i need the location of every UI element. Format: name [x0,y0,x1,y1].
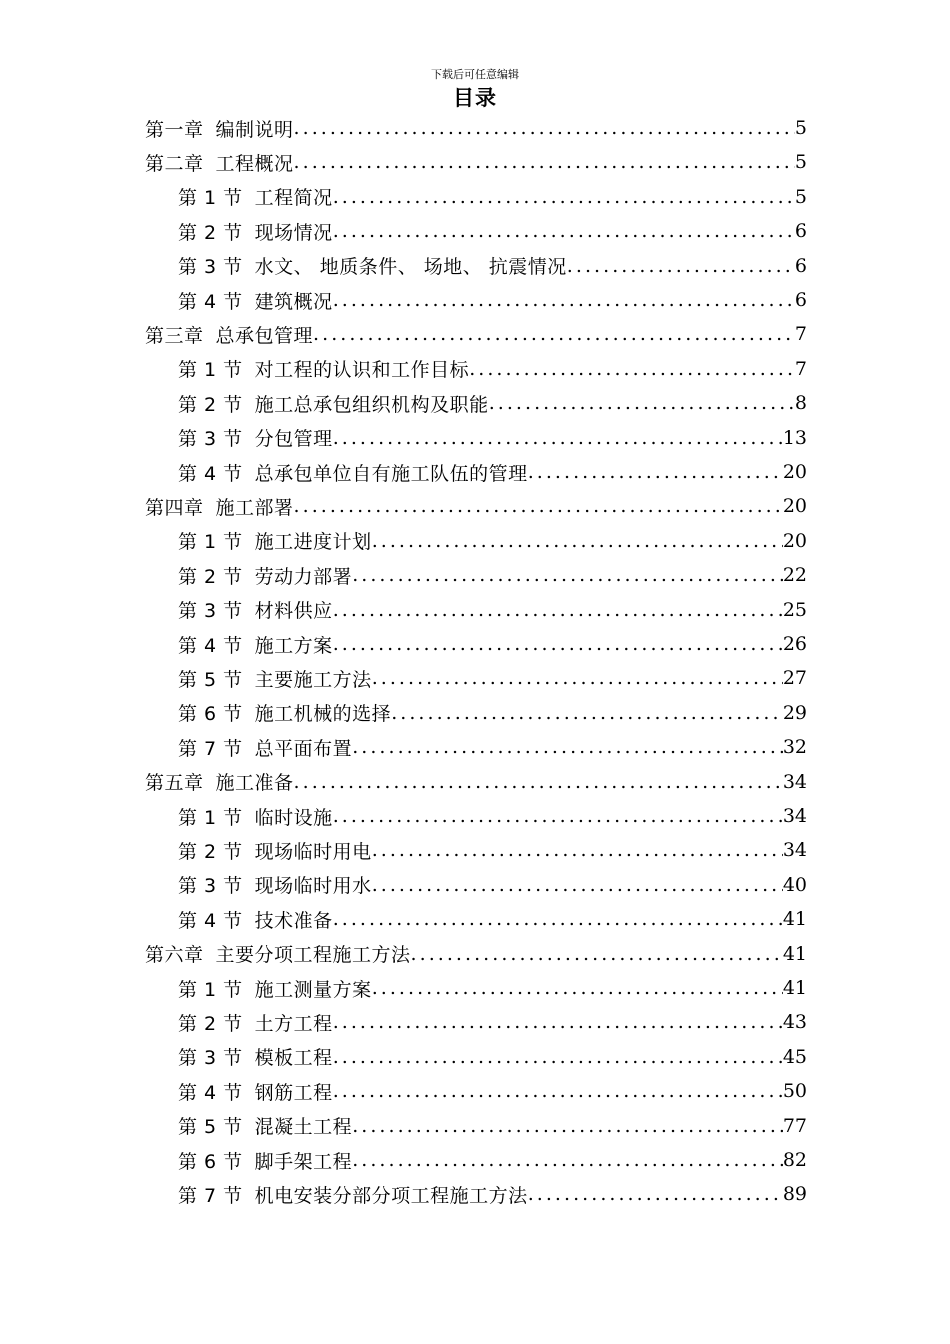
toc-entry-title: 对工程的认识和工作目标 [254,359,470,382]
toc-dot-leader [528,461,783,483]
toc-page-number: 29 [782,701,807,724]
toc-entry-number: 第 1 节 [178,978,243,1001]
toc-page-number: 50 [782,1080,807,1103]
toc-entry-title: 现场临时用电 [254,840,372,863]
toc-dot-leader [294,151,795,173]
toc-section-entry[interactable] [178,180,807,214]
toc-page-number: 7 [794,357,807,380]
toc-section-entry[interactable] [178,1005,807,1039]
toc-entry-label [145,115,294,142]
toc-dot-leader [333,908,783,930]
toc-page-number: 5 [794,151,807,174]
toc-section-entry[interactable] [178,627,807,661]
toc-entry-title: 混凝土工程 [254,1116,353,1139]
toc-entry-number: 第 1 节 [178,531,243,554]
toc-entry-title: 现场临时用水 [254,875,372,898]
toc-page-number: 45 [782,1045,807,1068]
toc-entry-label [178,287,333,314]
toc-section-entry[interactable] [178,696,807,730]
toc-entry-label [178,1043,333,1070]
toc-page-number: 89 [782,1183,807,1206]
toc-entry-label [178,975,372,1002]
toc-entry-number: 第 3 节 [178,256,243,279]
toc-section-entry[interactable] [178,455,807,489]
toc-page-number: 20 [782,529,807,552]
toc-entry-number: 第 3 节 [178,875,243,898]
toc-section-entry[interactable] [178,1143,807,1177]
toc-entry-label [145,768,294,795]
toc-entry-title: 土方工程 [254,1012,333,1035]
toc-section-entry[interactable] [178,386,807,420]
toc-section-entry[interactable] [178,1074,807,1108]
toc-section-entry[interactable] [178,833,807,867]
toc-dot-leader [294,117,795,139]
toc-section-entry[interactable] [178,1109,807,1143]
toc-entry-title: 施工准备 [215,772,294,795]
toc-entry-title: 编制说明 [215,118,294,141]
toc-entry-label [178,871,372,898]
toc-entry-label [178,424,333,451]
toc-entry-label [178,1181,528,1208]
toc-entry-number: 第 5 节 [178,668,243,691]
toc-dot-leader [352,736,783,758]
toc-entry-label [145,321,313,348]
toc-entry-title: 总平面布置 [254,737,353,760]
toc-entry-title: 主要分项工程施工方法 [215,944,411,967]
toc-dot-leader [567,255,795,277]
toc-section-entry[interactable] [178,352,807,386]
toc-dot-leader [372,667,783,689]
toc-entry-number: 第 1 节 [178,806,243,829]
toc-title: 目录 [453,86,497,110]
toc-chapter-entry[interactable] [145,145,807,179]
toc-entry-number: 第六章 [145,944,204,967]
toc-entry-title: 总承包单位自有施工队伍的管理 [254,462,528,485]
toc-entry-title: 施工总承包组织机构及职能 [254,393,489,416]
toc-entry-number: 第 5 节 [178,1116,243,1139]
toc-entry-title: 现场情况 [254,221,333,244]
toc-page-number: 40 [782,873,807,896]
toc-dot-leader [313,323,795,345]
toc-page-number: 8 [794,392,807,415]
toc-entry-number: 第 2 节 [178,1012,243,1035]
toc-dot-leader [391,702,783,724]
toc-entry-number: 第 2 节 [178,840,243,863]
toc-section-entry[interactable] [178,971,807,1005]
toc-entry-label [178,734,352,761]
toc-entry-label [178,596,333,623]
toc-section-entry[interactable] [178,902,807,936]
toc-section-entry[interactable] [178,524,807,558]
toc-section-entry[interactable] [178,1040,807,1074]
toc-page-number: 26 [782,633,807,655]
toc-entry-label [178,355,469,382]
toc-chapter-entry[interactable] [145,765,807,799]
toc-section-entry[interactable] [178,730,807,764]
toc-dot-leader [333,1046,783,1068]
toc-section-entry[interactable] [178,1177,807,1211]
toc-entry-title: 施工方案 [254,634,333,657]
toc-entry-title: 材料供应 [254,600,333,623]
toc-chapter-entry[interactable] [145,317,807,351]
toc-entry-number: 第 7 节 [178,737,243,760]
toc-section-entry[interactable] [178,214,807,248]
toc-entry-title: 机电安装分部分项工程施工方法 [254,1184,528,1207]
toc-entry-title: 水文、 地质条件、 场地、 抗震情况 [254,256,567,279]
toc-page-number: 82 [782,1149,807,1171]
toc-dot-leader [294,771,783,793]
toc-dot-leader [333,1011,783,1033]
toc-entry-title: 工程概况 [215,152,294,175]
toc-page-number: 20 [782,461,807,483]
toc-entry-number: 第一章 [145,118,204,141]
toc-entry-title: 钢筋工程 [254,1081,333,1104]
toc-entry-label [145,493,294,520]
toc-dot-leader [411,943,783,965]
toc-dot-leader [352,1115,783,1137]
toc-page-number: 34 [782,805,807,827]
toc-page-number: 34 [782,770,807,793]
toc-entry-number: 第四章 [145,496,204,519]
toc-entry-label [145,940,411,967]
toc-page-number: 32 [782,736,807,759]
toc-entry-label [178,183,333,210]
toc-entry-label [145,149,294,176]
toc-section-entry[interactable] [178,868,807,902]
toc-entry-title: 工程简况 [254,187,333,210]
toc-page-number: 25 [782,598,807,621]
toc-entry-title: 施工进度计划 [254,531,372,554]
toc-dot-leader [528,1183,783,1205]
toc-dot-leader [352,1149,783,1171]
toc-entry-number: 第 1 节 [178,359,243,382]
toc-section-entry[interactable] [178,283,807,317]
toc-entry-label [178,699,391,726]
toc-entry-title: 主要施工方法 [254,668,372,691]
toc-entry-number: 第 2 节 [178,565,243,588]
toc-entry-number: 第 2 节 [178,393,243,416]
toc-dot-leader [333,186,795,208]
toc-entry-number: 第 3 节 [178,428,243,451]
toc-section-entry[interactable] [178,661,807,695]
toc-dot-leader [352,564,783,586]
toc-entry-number: 第 3 节 [178,600,243,623]
toc-dot-leader [469,358,795,380]
toc-page-number: 77 [782,1114,807,1137]
toc-entry-title: 施工机械的选择 [254,703,392,726]
toc-page-number: 34 [782,839,807,862]
toc-dot-leader [372,874,783,896]
toc-entry-number: 第三章 [145,324,204,347]
toc-page-number: 27 [782,667,807,690]
toc-entry-number: 第 4 节 [178,290,243,313]
toc-dot-leader [489,392,795,414]
toc-page-number: 41 [782,942,807,965]
toc-page-number: 6 [794,289,807,311]
toc-entry-title: 脚手架工程 [254,1150,353,1173]
toc-chapter-entry[interactable] [145,111,807,145]
toc-page-number: 20 [782,495,807,518]
toc-entry-label [178,1147,352,1174]
toc-entry-number: 第 1 节 [178,187,243,210]
toc-dot-leader [372,977,783,999]
toc-entry-title: 总承包管理 [215,324,314,347]
toc-section-entry[interactable] [178,249,807,283]
toc-chapter-entry[interactable] [145,489,807,523]
toc-entry-label [178,252,567,279]
toc-entry-title: 施工部署 [215,496,294,519]
toc-dot-leader [333,1080,783,1102]
toc-dot-leader [333,599,783,621]
toc-entry-title: 临时设施 [254,806,333,829]
toc-dot-leader [333,805,783,827]
toc-page-number: 22 [782,564,807,587]
toc-dot-leader [294,495,783,517]
toc-entry-number: 第五章 [145,772,204,795]
toc-entry-label [178,390,489,417]
toc-entry-label [178,562,352,589]
toc-entry-number: 第 6 节 [178,703,243,726]
toc-entry-number: 第 4 节 [178,1081,243,1104]
toc-entry-number: 第 3 节 [178,1047,243,1070]
toc-entry-label [178,218,333,245]
toc-entry-number: 第 4 节 [178,909,243,932]
toc-section-entry[interactable] [178,593,807,627]
toc-page-number: 6 [794,220,807,243]
toc-dot-leader [333,633,783,655]
toc-entry-number: 第二章 [145,152,204,175]
toc-entry-label [178,803,333,830]
toc-section-entry[interactable] [178,421,807,455]
toc-entry-label [178,459,528,486]
toc-entry-label [178,527,372,554]
toc-entry-label [178,1009,333,1036]
toc-page-number: 5 [794,185,807,208]
toc-entry-title: 劳动力部署 [254,565,353,588]
toc-entry-number: 第 7 节 [178,1184,243,1207]
toc-page-number: 43 [782,1011,807,1034]
toc-page-number: 7 [794,323,807,346]
toc-entry-label [178,1112,352,1139]
toc-page-number: 41 [782,908,807,931]
toc-page-number: 6 [794,254,807,277]
toc-entry-label [178,665,372,692]
toc-dot-leader [333,220,795,242]
toc-dot-leader [372,530,783,552]
toc-page-number: 13 [782,426,807,449]
toc-entry-label [178,906,333,933]
toc-entry-number: 第 4 节 [178,462,243,485]
toc-entry-title: 施工测量方案 [254,978,372,1001]
header-note: 下载后可任意编辑 [431,68,519,81]
toc-section-entry[interactable] [178,799,807,833]
toc-entry-number: 第 2 节 [178,221,243,244]
toc-dot-leader [333,427,783,449]
toc-entry-title: 建筑概况 [254,290,333,313]
toc-entry-number: 第 6 节 [178,1150,243,1173]
toc-entry-number: 第 4 节 [178,634,243,657]
toc-entry-label [178,631,333,658]
toc-page-number: 5 [794,117,807,139]
toc-page-number: 41 [782,977,807,999]
toc-entry-title: 分包管理 [254,428,333,451]
toc-chapter-entry[interactable] [145,937,807,971]
toc-dot-leader [333,289,795,311]
toc-entry-title: 技术准备 [254,909,333,932]
toc-section-entry[interactable] [178,558,807,592]
toc-entry-label [178,1078,333,1105]
toc-entry-label [178,837,372,864]
toc-entry-title: 模板工程 [254,1047,333,1070]
toc-dot-leader [372,839,783,861]
